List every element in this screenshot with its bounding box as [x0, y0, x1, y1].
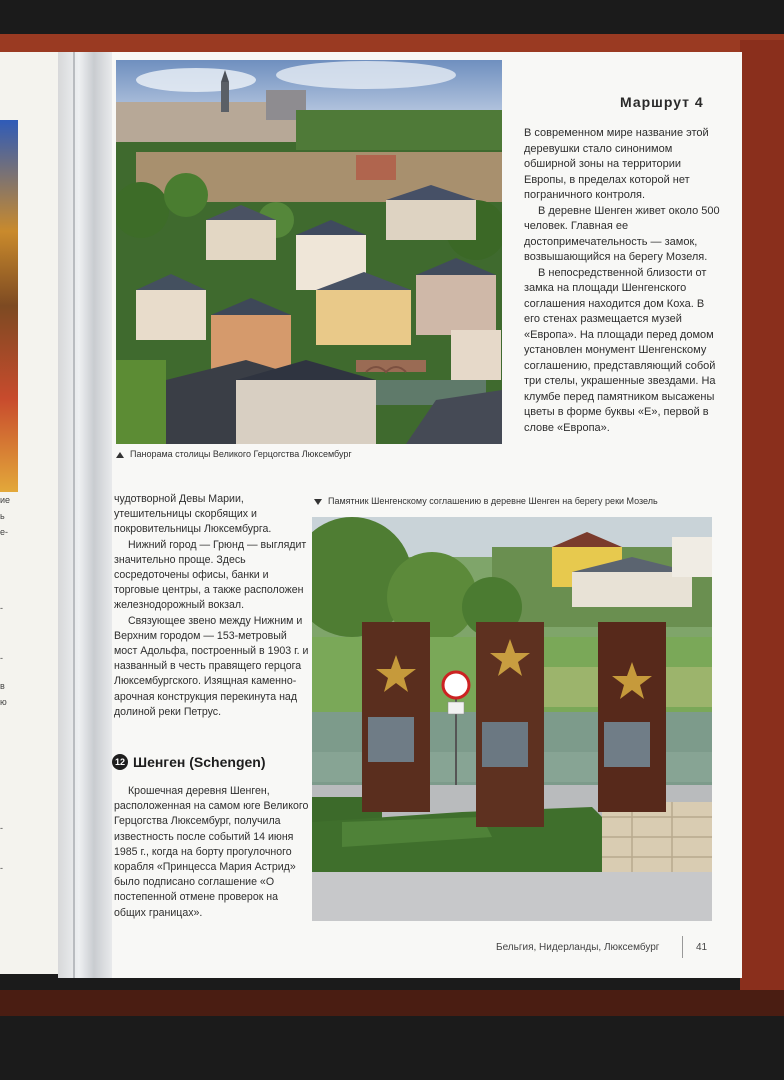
- caption-up-arrow-icon: [116, 452, 124, 458]
- section-number-badge: 12: [112, 754, 128, 770]
- paragraph: В непосредственной близости от замка на площади Шенгенского соглашения находится дом Коха. В его стенах размещается музей «Европа». На площади перед домом установлен монумент Шенгенскому соглашению, представляющий собой три стелы, украшенные звездами. На клумбе перед памятником высажены цветы в форме буквы «Е», первой в слове «Европа».: [524, 266, 716, 434]
- footer-separator: [682, 936, 683, 958]
- left-column-text: [114, 492, 310, 720]
- caption-down-arrow-icon: [314, 499, 322, 505]
- paragraph: чудотворной Девы Марии, утешительницы скорбящих и покровительницы Люксембурга.: [114, 493, 272, 536]
- left-page-fragment: -: [0, 823, 3, 833]
- section-title: Шенген (Schengen): [133, 754, 266, 770]
- route-label: Маршрут 4: [620, 94, 704, 110]
- paragraph: Нижний город — Грюнд — выглядит значительно проще. Здесь сосредоточены офисы, банки и торговые центры, а также расположен железнодорожный вокзал.: [114, 538, 307, 612]
- section-text: [114, 784, 310, 921]
- left-page-fragment: в: [0, 681, 5, 691]
- top-photo-caption-text: Панорама столицы Великого Герцогства Люксембург: [130, 449, 352, 459]
- book-gutter: [58, 52, 118, 978]
- right-page: [112, 52, 742, 978]
- left-page-fragment: -: [0, 603, 3, 613]
- section-heading: [112, 754, 266, 770]
- left-page-fragment: е-: [0, 527, 9, 537]
- paragraph: Крошечная деревня Шенген, расположенная на самом юге Великого Герцогства Люксембург, получила известность после событий 14 июня 1985 г., когда на борту прогулочного корабля «Принцесса Мария Астрид» было подписано соглашение «О постепенной отмене проверок на общих границах».: [114, 785, 309, 919]
- paragraph: В современном мире название этой деревушки стало синонимом обширной зоны на территории Европы, в пределах которой нет пограничного контроля.: [524, 127, 709, 201]
- footer-title: Бельгия, Нидерланды, Люксембург: [496, 942, 660, 953]
- bottom-photo-caption: [314, 496, 658, 506]
- page-number: 41: [696, 942, 708, 953]
- left-page-fragment: -: [0, 653, 3, 663]
- book-cover-top: [0, 34, 784, 54]
- gutter-fold-line: [73, 52, 75, 978]
- paragraph: Связующее звено между Нижним и Верхним городом — 153-метровый мост Адольфа, построенный в 1903 г. и названный в честь правящего герцога Люксембургского. Изящная каменно-арочная конструкция перекинута над долиной реки Петрус.: [114, 614, 309, 718]
- schengen-monument-photo: [312, 517, 712, 921]
- book-cover-bottom: [0, 990, 784, 1016]
- paragraph: В деревне Шенген живет около 500 человек. Главная ее достопримечательность — замок, возвышающийся на берегу Мозеля.: [524, 204, 720, 263]
- left-page-fragment: ие: [0, 495, 11, 505]
- left-page-fragment: ь: [0, 511, 5, 521]
- right-column-text: [524, 126, 720, 436]
- left-page-fragment: ю: [0, 697, 7, 707]
- top-photo-caption: [116, 449, 352, 459]
- book-cover-right: [740, 40, 784, 1000]
- left-page-photo-edge: [0, 120, 18, 492]
- left-page-fragment: -: [0, 863, 3, 873]
- left-page: [0, 52, 62, 974]
- bottom-photo-caption-text: Памятник Шенгенскому соглашению в деревне Шенген на берегу реки Мозель: [328, 496, 658, 506]
- luxembourg-panorama-photo: [116, 60, 502, 444]
